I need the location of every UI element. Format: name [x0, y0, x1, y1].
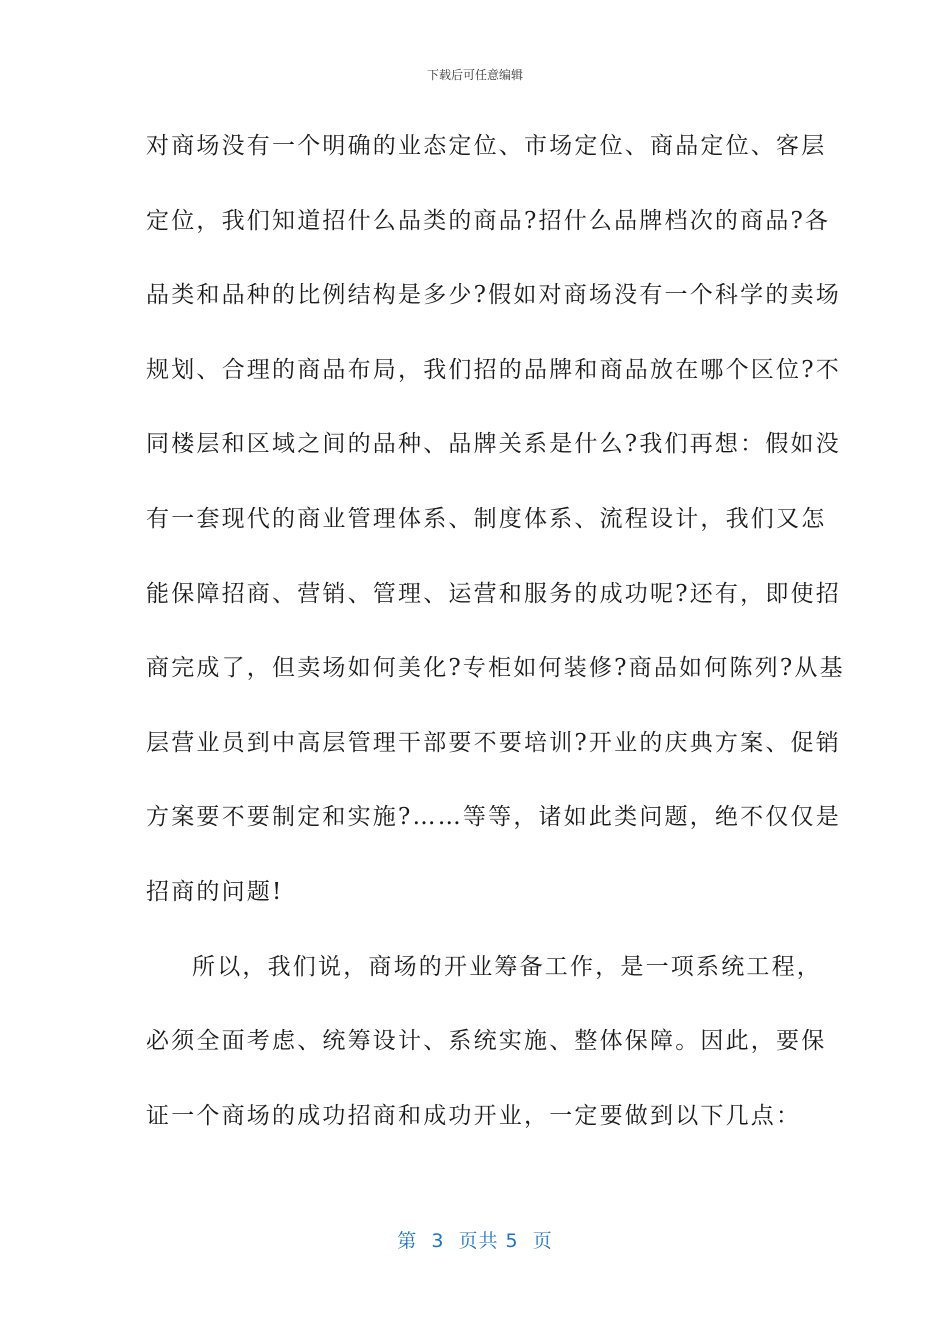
paragraph-start-line: 所以，我们说，商场的开业筹备工作，是一项系统工程， — [192, 953, 822, 980]
text-line: 定位，我们知道招什么品类的商品?招什么品牌档次的商品?各 — [146, 207, 831, 234]
text-line: 同楼层和区域之间的品种、品牌关系是什么?我们再想：假如没 — [146, 431, 841, 458]
text-line: 方案要不要制定和实施?……等等，诸如此类问题，绝不仅仅是 — [146, 804, 841, 831]
text-line: 必须全面考虑、统筹设计、系统实施、整体保障。因此，要保 — [146, 1028, 827, 1055]
document-body — [146, 121, 845, 1165]
text-line: 招商的问题! — [146, 878, 284, 905]
text-line: 规划、合理的商品布局，我们招的品牌和商品放在哪个区位?不 — [146, 356, 841, 383]
text-line: 对商场没有一个明确的业态定位、市场定位、商品定位、客层 — [146, 133, 827, 159]
text-line: 商完成了，但卖场如何美化?专柜如何装修?商品如何陈列?从基 — [146, 655, 845, 682]
page-header: 下载后可任意编辑 — [426, 68, 523, 82]
text-line: 能保障招商、营销、管理、运营和服务的成功呢?还有，即使招 — [146, 580, 841, 607]
text-line: 有一套现代的商业管理体系、制度体系、流程设计，我们又怎 — [146, 505, 827, 532]
page-number-footer: 第 3 页共 5 页 — [397, 1230, 553, 1252]
text-line: 证一个商场的成功招商和成功开业，一定要做到以下几点： — [146, 1102, 802, 1129]
text-line: 层营业员到中高层管理干部要不要培训?开业的庆典方案、促销 — [146, 729, 841, 756]
text-line: 品类和品种的比例结构是多少?假如对商场没有一个科学的卖场 — [146, 282, 841, 309]
